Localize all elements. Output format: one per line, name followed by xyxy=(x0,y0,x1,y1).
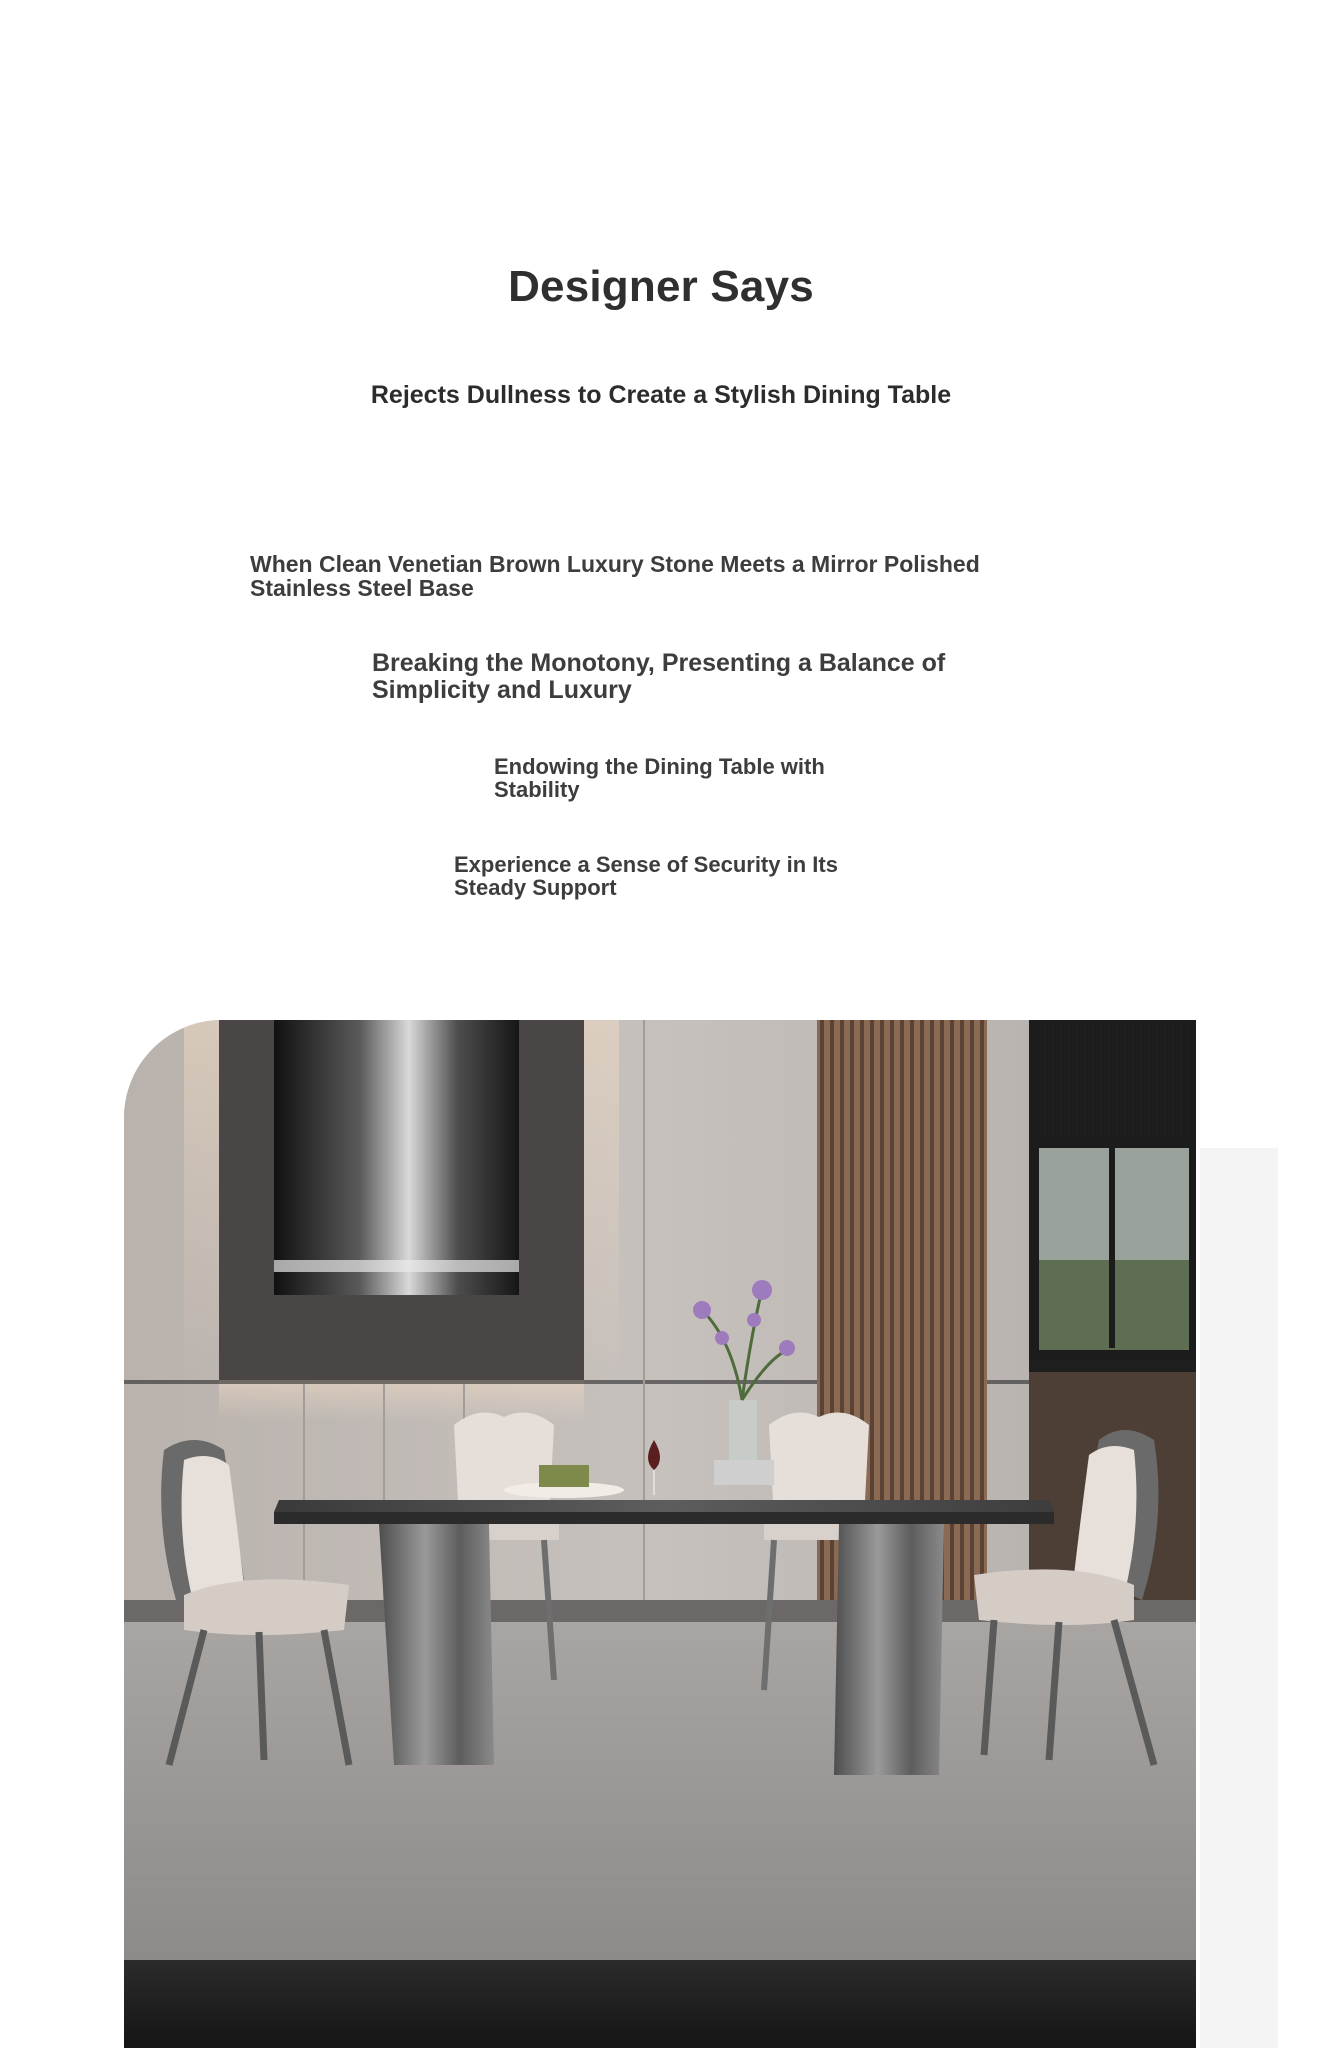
feature-text-stability xyxy=(494,755,894,802)
page-title: Designer Says xyxy=(508,262,814,311)
feature-line: Experience a Sense of Security in Its xyxy=(454,852,838,877)
feature-text-balance xyxy=(372,650,1012,703)
feature-line: Stability xyxy=(494,777,580,803)
feature-line: Simplicity and Luxury xyxy=(372,675,632,704)
feature-line: Breaking the Monotony, Presenting a Balance of xyxy=(372,649,946,677)
feature-text-security xyxy=(454,853,874,900)
feature-line: Steady Support xyxy=(454,875,617,901)
feature-line: When Clean Venetian Brown Luxury Stone Meets a Mirror Polished xyxy=(250,551,980,577)
side-backdrop-panel xyxy=(1200,1148,1278,2048)
feature-line: Endowing the Dining Table with xyxy=(494,754,825,779)
feature-text-stone-base xyxy=(250,552,1110,601)
page-subtitle: Rejects Dullness to Create a Stylish Dining Table xyxy=(370,381,952,409)
dining-room-photo xyxy=(124,1020,1196,2048)
feature-line: Stainless Steel Base xyxy=(250,575,474,602)
